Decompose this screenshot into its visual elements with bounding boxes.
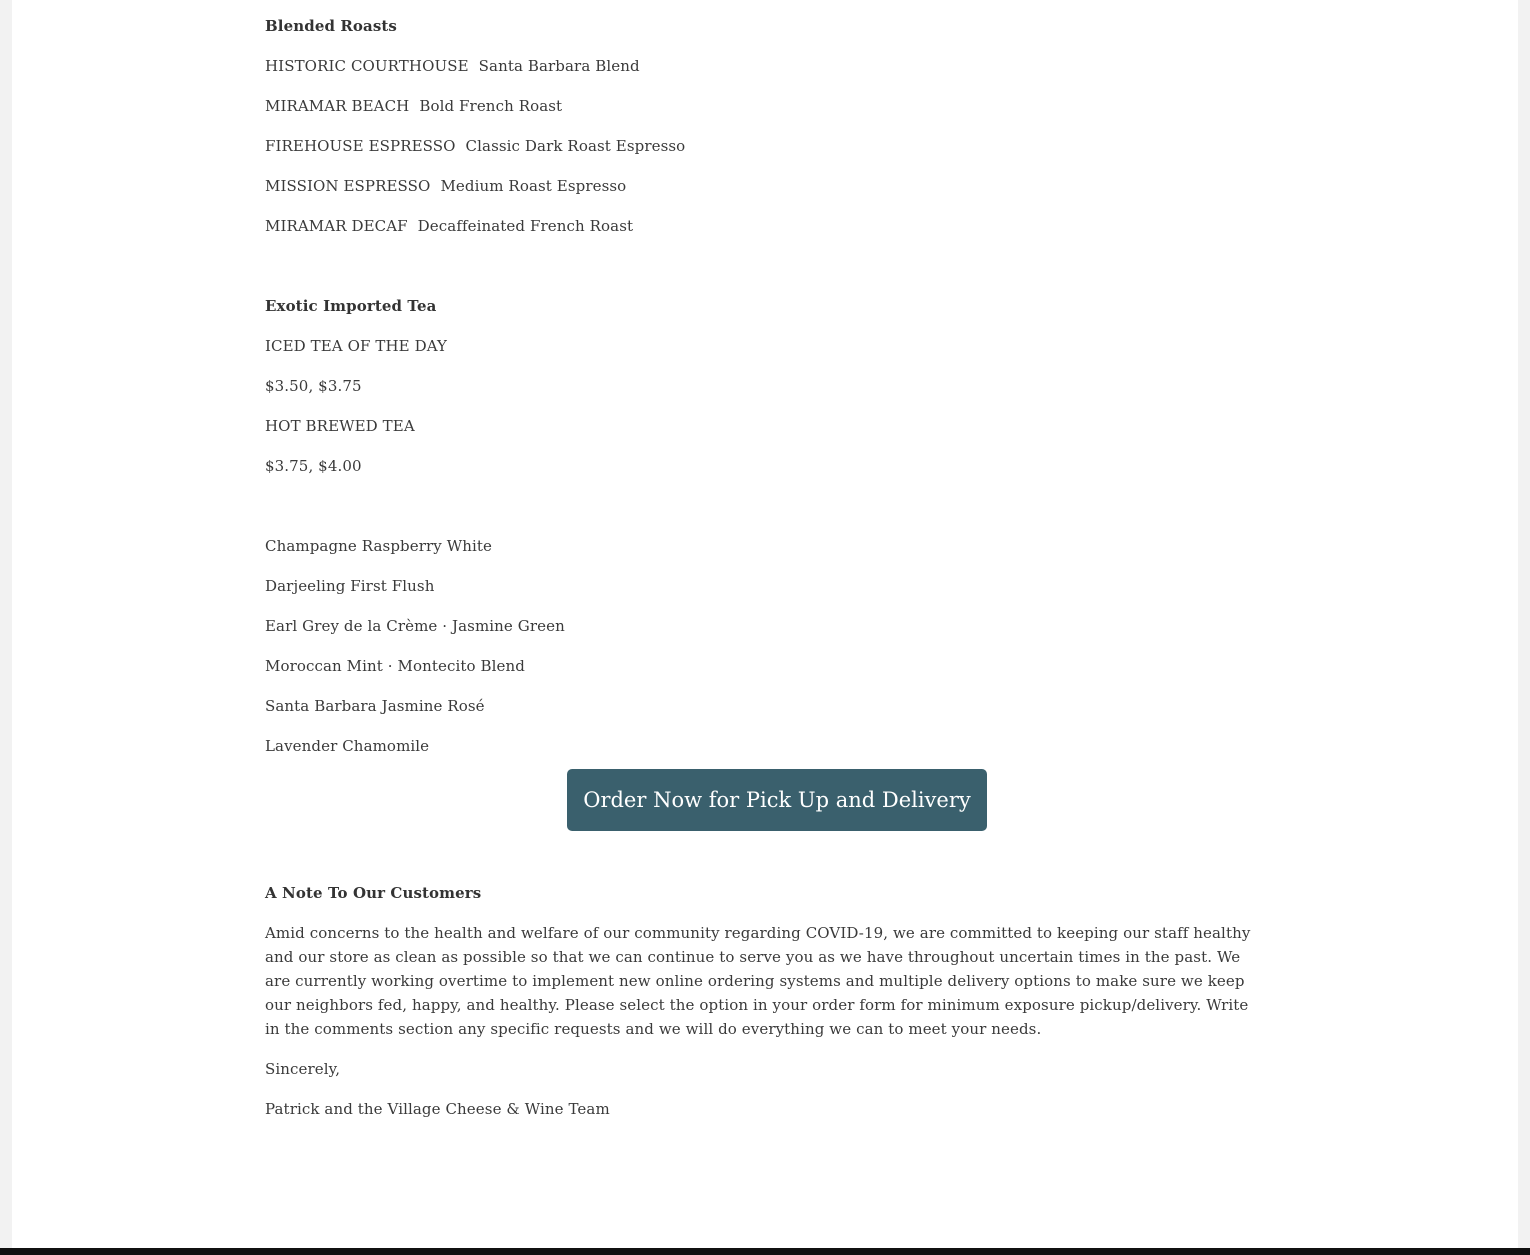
roast-name: MIRAMAR DECAF bbox=[265, 217, 408, 235]
tea-variety: Earl Grey de la Crème · Jasmine Green bbox=[265, 617, 565, 635]
roast-description: Santa Barbara Blend bbox=[478, 57, 640, 75]
roast-name: MIRAMAR BEACH bbox=[265, 97, 410, 115]
tea-variety: Lavender Chamomile bbox=[265, 737, 430, 755]
hot-tea-name: HOT BREWED TEA bbox=[265, 417, 415, 435]
roast-description: Decaffeinated French Roast bbox=[417, 217, 634, 235]
tea-variety: Champagne Raspberry White bbox=[265, 537, 492, 555]
roast-item bbox=[265, 134, 685, 158]
hot-tea-price: $3.75, $4.00 bbox=[265, 457, 362, 475]
roast-item bbox=[265, 94, 562, 118]
tea-variety: Santa Barbara Jasmine Rosé bbox=[265, 697, 485, 715]
tea-heading: Exotic Imported Tea bbox=[265, 297, 437, 315]
iced-tea-price: $3.50, $3.75 bbox=[265, 377, 362, 395]
note-closing: Sincerely, bbox=[265, 1060, 341, 1078]
roast-item bbox=[265, 174, 626, 198]
roast-name: MISSION ESPRESSO bbox=[265, 177, 431, 195]
page-panel bbox=[12, 0, 1518, 1248]
roast-description: Medium Roast Espresso bbox=[440, 177, 627, 195]
tea-variety: Moroccan Mint · Montecito Blend bbox=[265, 657, 525, 675]
roast-description: Classic Dark Roast Espresso bbox=[465, 137, 686, 155]
note-heading: A Note To Our Customers bbox=[265, 884, 482, 902]
blended-roasts-heading: Blended Roasts bbox=[265, 17, 397, 35]
roast-item bbox=[265, 54, 640, 78]
tea-variety: Darjeeling First Flush bbox=[265, 577, 435, 595]
roast-description: Bold French Roast bbox=[419, 97, 563, 115]
roast-name: HISTORIC COURTHOUSE bbox=[265, 57, 469, 75]
note-signature: Patrick and the Village Cheese & Wine Team bbox=[265, 1100, 610, 1118]
roast-name: FIREHOUSE ESPRESSO bbox=[265, 137, 456, 155]
iced-tea-name: ICED TEA OF THE DAY bbox=[265, 337, 448, 355]
order-now-button[interactable]: Order Now for Pick Up and Delivery bbox=[567, 769, 987, 831]
footer-bar bbox=[0, 1248, 1530, 1255]
roast-item bbox=[265, 214, 633, 238]
note-body: Amid concerns to the health and welfare of our community regarding COVID-19, we are committed to keeping our staff healthy and our store as clean as possible so that we can continue to serve you as we have throughout uncertain times in the past. We are currently working overtime to implement new online ordering systems and multiple delivery options to make sure we keep our neighbors fed, happy, and healthy. Please select the option in your order form for minimum exposure pickup/delivery. Write in the comments section any specific requests and we will do everything we can to meet your needs. bbox=[265, 924, 1251, 1038]
